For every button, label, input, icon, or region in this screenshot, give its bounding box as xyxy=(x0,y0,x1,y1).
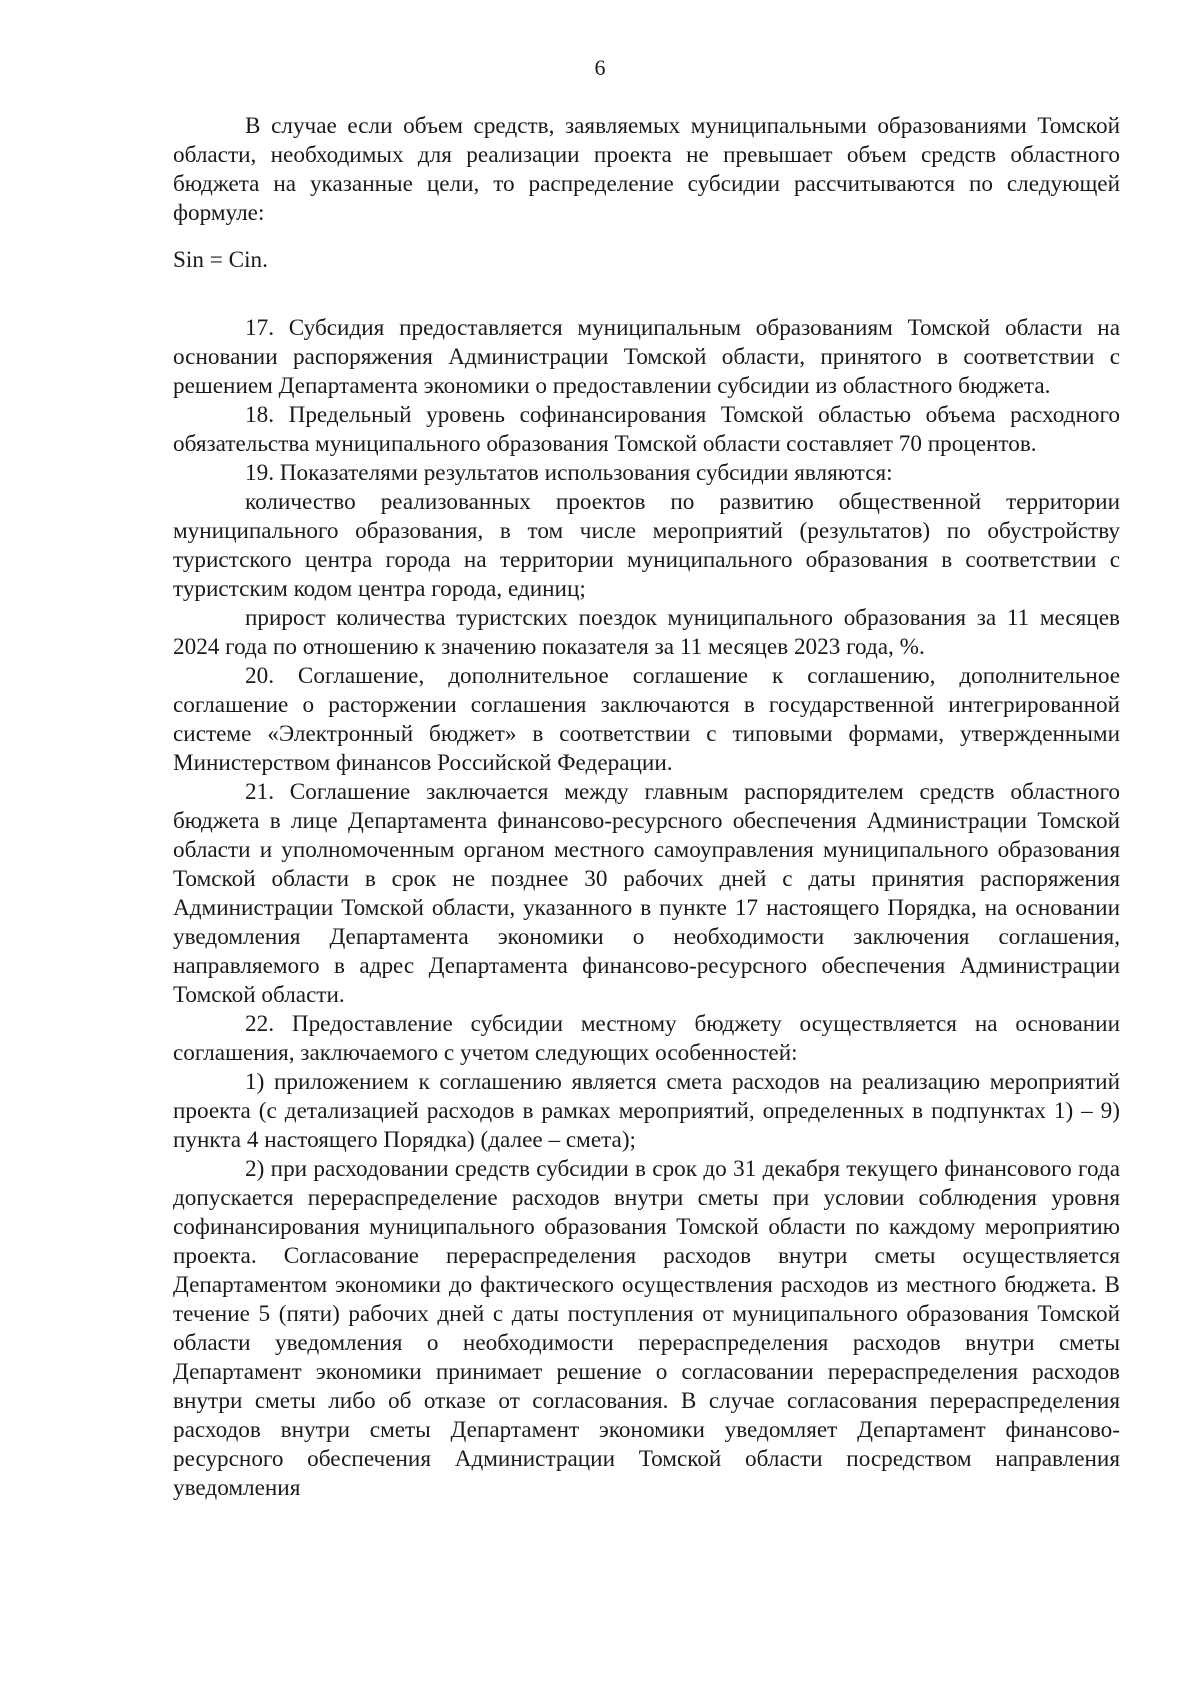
document-body xyxy=(173,112,1120,1503)
paragraph-22: 22. Предоставление субсидии местному бюджету осуществляется на основании соглашения, заключаемого с учетом следующих особенностей: xyxy=(173,1011,1120,1066)
paragraph-intro: В случае если объем средств, заявляемых муниципальными образованиями Томской области, необходимых для реализации проекта не превышает объем средств областного бюджета на указанные цели, то распределение субсидии рассчитываются по следующей формуле: xyxy=(173,113,1120,226)
page-number: 6 xyxy=(594,55,606,80)
formula: Sin = Cin. xyxy=(173,247,268,273)
paragraph-22-item-2: 2) при расходовании средств субсидии в срок до 31 декабря текущего финансового года допускается перераспределение расходов внутри сметы при условии соблюдения уровня софинансирования муниципального образования Томской области по каждому мероприятию проекта. Согласование перераспределения расходов внутри сметы осуществляется Департаментом экономики до фактического осуществления расходов из местного бюджета. В течение 5 (пяти) рабочих дней с даты поступления от муниципального образования Томской области уведомления о необходимости перераспределения расходов внутри сметы Департамент экономики принимает решение о согласовании перераспределения расходов внутри сметы либо об отказе от согласования. В случае согласования перераспределения расходов внутри сметы Департамент экономики уведомляет Департамент финансово-ресурсного обеспечения Администрации Томской области посредством направления уведомления xyxy=(173,1156,1120,1501)
paragraph-18: 18. Предельный уровень софинансирования Томской областью объема расходного обязательства муниципального образования Томской области составляет 70 процентов. xyxy=(173,402,1120,457)
paragraph-19-indicator-1: количество реализованных проектов по развитию общественной территории муниципального образования, в том числе мероприятий (результатов) по обустройству туристского центра города на территории муниципального образования в соответствии с туристским кодом центра города, единиц; xyxy=(173,489,1120,602)
paragraph-19: 19. Показателями результатов использования субсидии являются: xyxy=(245,460,893,486)
paragraph-21: 21. Соглашение заключается между главным распорядителем средств областного бюджета в лице Департамента финансово-ресурсного обеспечения Администрации Томской области и уполномоченным органом местного самоуправления муниципального образования Томской области в срок не позднее 30 рабочих дней с даты принятия распоряжения Администрации Томской области, указанного в пункте 17 настоящего Порядка, на основании уведомления Департамента экономики о необходимости заключения соглашения, направляемого в адрес Департамента финансово-ресурсного обеспечения Администрации Томской области. xyxy=(173,779,1120,1008)
paragraph-19-indicator-2: прирост количества туристских поездок муниципального образования за 11 месяцев 2024 года по отношению к значению показателя за 11 месяцев 2023 года, %. xyxy=(173,605,1120,660)
paragraph-22-item-1: 1) приложением к соглашению является смета расходов на реализацию мероприятий проекта (с детализацией расходов в рамках мероприятий, определенных в подпунктах 1) – 9) пункта 4 настоящего Порядка) (далее – смета); xyxy=(173,1069,1120,1153)
paragraph-20: 20. Соглашение, дополнительное соглашение к соглашению, дополнительное соглашение о расторжении соглашения заключаются в государственной интегрированной системе «Электронный бюджет» в соответствии с типовыми формами, утвержденными Министерством финансов Российской Федерации. xyxy=(173,663,1120,776)
paragraph-17: 17. Субсидия предоставляется муниципальным образованиям Томской области на основании распоряжения Администрации Томской области, принятого в соответствии с решением Департамента экономики о предоставлении субсидии из областного бюджета. xyxy=(173,315,1120,399)
spacer xyxy=(173,292,1120,314)
